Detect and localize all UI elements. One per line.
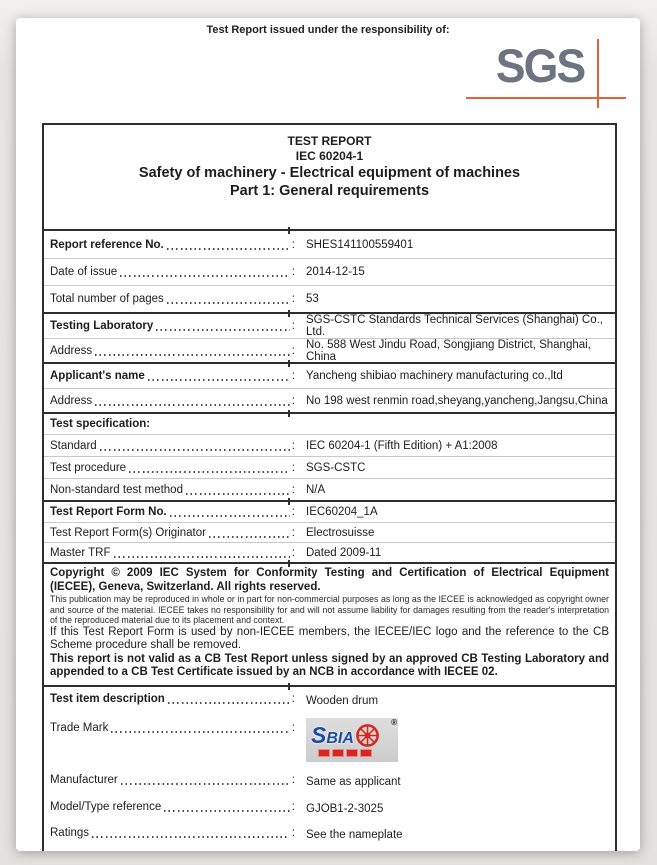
field-value: 2014-12-15 (306, 266, 365, 278)
section-test-item (44, 685, 615, 846)
section-test-specification (44, 412, 615, 500)
field-label: Date of issue (50, 266, 118, 278)
dot-leader (170, 515, 290, 517)
dot-leader (164, 810, 290, 812)
field-row-trf-no: Test Report Form No. : IEC60204_1A (44, 502, 615, 522)
field-row-trf-originator: Test Report Form(s) Originator : Electrosuisse (44, 522, 615, 542)
report-part-title: Part 1: General requirements (229, 183, 430, 199)
dot-leader (92, 836, 290, 838)
field-label: Manufacturer (50, 774, 118, 787)
dot-leader (167, 248, 290, 250)
field-label: Model/Type reference (50, 800, 162, 813)
field-row-trade-mark: Trade Mark : ® SBIA (44, 711, 615, 767)
report-title: TEST REPORT (287, 134, 372, 148)
field-value: Same as applicant (306, 776, 401, 789)
dot-leader (148, 379, 290, 381)
field-row-lab-address: Address : No. 588 West Jindu Road, Songjiang District, Shanghai, China (44, 338, 615, 362)
registered-mark: ® (391, 717, 397, 727)
field-value: SGS-CSTC Standards Technical Services (Shanghai) Co., Ltd. (306, 314, 604, 338)
section-testing-laboratory (44, 312, 615, 362)
field-label: Test procedure (50, 461, 127, 474)
copyright-validity-warning: This report is not valid as a CB Test Report unless signed by an approved CB Testing Laboratory and appended to a CB Test Certificate issued by an NCB in accordance with IECEE 02. (50, 652, 609, 679)
field-row-total-pages: Total number of pages : 53 (44, 285, 615, 312)
section-copyright (44, 562, 615, 685)
field-value: No 198 west renmin road,sheyang,yancheng,Jangsu,China (306, 394, 608, 407)
field-row-item-description: Test item description : Wooden drum (44, 687, 615, 711)
field-label: Trade Mark (50, 721, 109, 734)
field-label: Address (50, 344, 93, 357)
field-value: N/A (306, 483, 326, 496)
dot-leader (168, 702, 290, 704)
section-report-meta (44, 229, 615, 312)
dot-leader (111, 731, 289, 733)
responsibility-note: Test Report issued under the responsibility of: (206, 24, 450, 36)
test-report-table (42, 123, 617, 851)
field-label: Test Report Form(s) Originator (50, 526, 206, 539)
field-value: Electrosuisse (306, 526, 375, 539)
field-row-standard: Standard : IEC 60204-1 (Fifth Edition) + A1:2008 (44, 434, 615, 456)
field-value: IEC 60204-1 (Fifth Edition) + A1:2008 (306, 439, 498, 452)
copyright-cb-note: If this Test Report Form is used by non-IECEE members, the IECEE/IEC logo and the reference to the CB Scheme procedure shall be removed. (50, 625, 609, 652)
field-label: Test item description (50, 692, 165, 705)
field-value: SHES141100559401 (306, 238, 414, 251)
field-row-manufacturer: Manufacturer : Same as applicant (44, 767, 615, 794)
field-row-ratings: Ratings : See the nameplate (44, 820, 615, 846)
section-test-report-form (44, 500, 615, 562)
field-value: GJOB1-2-3025 (306, 802, 384, 815)
copyright-small-print: This publication may be reproduced in whole or in part for non-commercial purposes as long as the IECEE is acknowledged as copyright owner and source of the material. IECEE takes no responsibility for and will not assume liability for damages resulting from the reader's interpretation of the reproduced material due to its placement and context. (50, 594, 609, 626)
field-value: Wooden drum (306, 694, 379, 707)
field-row-applicant-name: Applicant's name : Yancheng shibiao machinery manufacturing co.,ltd (44, 364, 615, 388)
dot-leader (95, 354, 290, 356)
dot-leader (95, 404, 290, 406)
field-value: 53 (306, 293, 319, 305)
field-label: Test Report Form No. (50, 506, 167, 518)
trademark-hanzi-strip (318, 749, 393, 757)
field-label: Master TRF (50, 546, 111, 559)
field-label: Ratings (50, 826, 89, 839)
dot-leader (209, 536, 290, 538)
section-heading: Test specification: (50, 418, 151, 430)
report-page (16, 18, 640, 851)
wheel-icon (355, 723, 380, 748)
spec-heading-row (44, 414, 615, 434)
report-standard-number: IEC 60204-1 (295, 149, 364, 163)
field-row-test-procedure: Test procedure : SGS-CSTC (44, 456, 615, 478)
field-label: Applicant's name (50, 370, 145, 382)
field-label: Testing Laboratory (50, 320, 154, 332)
dot-leader (121, 783, 290, 785)
trademark-logo (306, 718, 398, 762)
dot-leader (167, 302, 290, 304)
report-title-block (44, 125, 615, 229)
dot-leader (156, 329, 289, 331)
sgs-logo-vertical-line (597, 39, 599, 108)
field-value: No. 588 West Jindu Road, Songjiang District, Shanghai, China (306, 338, 591, 363)
field-row-master-trf: Master TRF : Dated 2009-11 (44, 542, 615, 562)
dot-leader (129, 471, 290, 473)
dot-leader (120, 275, 290, 277)
dot-leader (114, 556, 290, 558)
field-value: IEC60204_1A (306, 506, 378, 518)
trademark-text: SBIA (311, 721, 354, 748)
field-value: Yancheng shibiao machinery manufacturing co.,ltd (306, 370, 563, 382)
field-label: Non-standard test method (50, 483, 183, 496)
field-value: See the nameplate (306, 828, 403, 841)
field-label: Report reference No. (50, 238, 164, 251)
copyright-statement: Copyright © 2009 IEC System for Conformity Testing and Certification of Electrical Equipment (IECEE), Geneva, Switzerland. All rights reserved. (50, 567, 609, 593)
field-row-applicant-address: Address : No 198 west renmin road,sheyang,yancheng,Jangsu,China (44, 388, 615, 412)
field-label: Standard (50, 439, 97, 452)
dot-leader (100, 449, 290, 451)
sgs-logo-horizontal-line (466, 97, 626, 99)
field-value: SGS-CSTC (306, 461, 366, 474)
field-value: Dated 2009-11 (306, 546, 382, 559)
field-row-non-standard-method: Non-standard test method : N/A (44, 478, 615, 500)
field-label: Address (50, 394, 93, 407)
field-row-date-of-issue: Date of issue : 2014-12-15 (44, 258, 615, 285)
sgs-logo-text: SGS (495, 39, 585, 92)
field-row-model-type: Model/Type reference : GJOB1-2-3025 (44, 794, 615, 820)
field-label: Total number of pages (50, 293, 164, 305)
report-subtitle: Safety of machinery - Electrical equipment of machines (138, 165, 521, 181)
field-row-testing-laboratory: Testing Laboratory : SGS-CSTC Standards Technical Services (Shanghai) Co., Ltd. (44, 314, 615, 338)
dot-leader (186, 493, 290, 495)
field-row-report-reference: Report reference No. : SHES141100559401 (44, 231, 615, 258)
section-applicant (44, 362, 615, 412)
